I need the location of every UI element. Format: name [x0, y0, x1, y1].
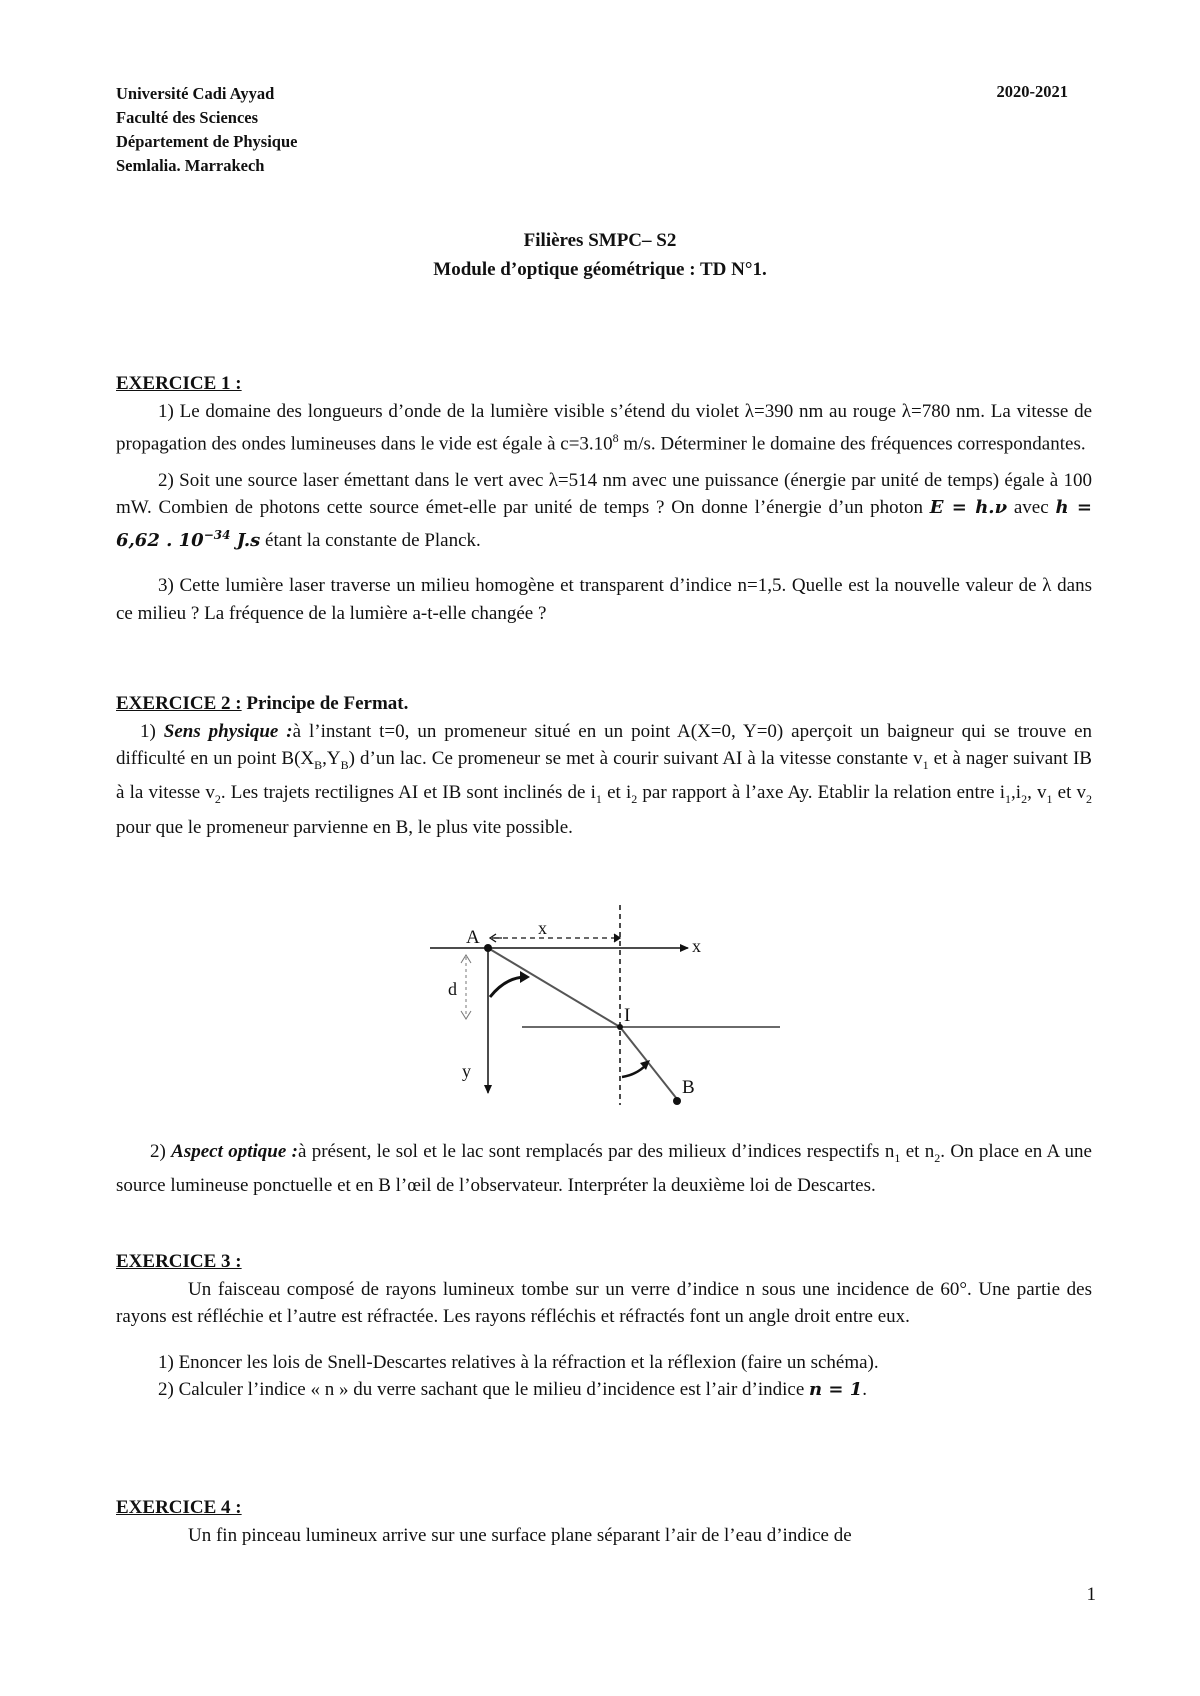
point-b — [673, 1097, 681, 1105]
university-name: Université Cadi Ayyad — [116, 84, 275, 103]
exercise-4-intro: Un fin pinceau lumineux arrive sur une surface plane séparant l’air de l’eau d’indice de — [188, 1524, 852, 1546]
exercise-3-intro: Un faisceau composé de rayons lumineux tombe sur un verre d’indice n sous une incidence de 60°. Une partie des rayons est réfléchie et l’autre est réfractée. Les rayons réfléchis et réfractés font un angle droit entre eux. — [116, 1278, 1092, 1327]
location-name: Semlalia. Marrakech — [116, 156, 265, 175]
label-d: d — [448, 979, 457, 999]
label-x-axis: x — [692, 936, 701, 956]
x-distance-right-arrow-icon — [614, 934, 620, 942]
point-a — [484, 944, 492, 952]
exercise-1-question-1: 1) Le domaine des longueurs d’onde de la lumière visible s’étend du violet λ=390 nm au rouge λ=780 nm. La vitesse de propagation des ondes lumineuses dans le vide est égale à $c=3.10^8$ m/s. Déterminer le domaine des fréquences correspondantes. — [116, 400, 1092, 455]
title-line-2: Module d’optique géométrique : TD N°1. — [433, 259, 767, 280]
exercise-2-question-1: 1) Sens physique :à l’instant t=0, un promeneur situé en un point A(X=0, Y=0) aperçoit un baigneur qui se trouve en difficulté en un point $B(X_B,Y_B)$ d’un lac. Ce promeneur se met à courir suivant AI à la vitesse constante $v_1$ et à nager suivant IB à la vitesse $v_2$. Les trajets rectilignes AI et IB sont inclinés de $i_1$ et $i_2$ par rapport à l’axe Ay. Etablir la relation entre $i_1,i_2$, $v_1$ et $v_2$ pour que le promeneur parvienne en B, le plus vite possible. — [116, 720, 1093, 838]
exercise-2-part-2 — [116, 1138, 1092, 1200]
label-i: I — [624, 1005, 631, 1026]
exercise-3-question-1: 1) Enoncer les lois de Snell-Descartes relatives à la réfraction et la réflexion (faire un schéma). — [158, 1351, 879, 1373]
page-number: 1 — [1086, 1584, 1096, 1605]
exercise-1-question-2: 2) Soit une source laser émettant dans le vert avec λ=514 nm avec une puissance (énergie par unité de temps) égale à 100 mW. Combien de photons cette source émet-elle par unité de temps ? On donne l’énergie d’un photon E = h.ν avec h = 6,62 . $10^{-34}$ J.s étant la constante de Planck. — [116, 469, 1092, 551]
exercise-2-subtitle: Principe de Fermat. — [241, 693, 409, 714]
exercise-2-title: EXERCICE 2 : — [116, 693, 242, 714]
exercise-3-title: EXERCICE 3 : — [116, 1251, 242, 1272]
exercise-2-question-2: 2) Aspect optique :à présent, le sol et le lac sont remplacés par des milieux d’indices respectifs $n_1$ et $n_2$. On place en A une source lumineuse ponctuelle et en B l’œil de l’observateur. Interpréter la deuxième loi de Descartes. — [116, 1141, 1092, 1197]
title-line-1: Filières SMPC– S2 — [523, 230, 677, 251]
faculty-name: Faculté des Sciences — [116, 108, 259, 127]
department-name: Département de Physique — [116, 132, 298, 151]
label-x-distance: x — [538, 918, 547, 938]
exercise-4-title: EXERCICE 4 : — [116, 1497, 242, 1518]
exercise-3 — [116, 1248, 1092, 1404]
academic-year: 2020-2021 — [996, 82, 1068, 101]
institution-header — [116, 82, 297, 178]
label-y: y — [462, 1061, 471, 1081]
planck-constant-formula: h = 6,62 . $10^{-34}$ J.s — [116, 497, 1092, 551]
document-title — [0, 226, 1200, 284]
x-distance-left-arrow-icon — [490, 934, 502, 942]
exercise-3-question-2: 2) Calculer l’indice « n » du verre sachant que le milieu d’incidence est l’air d’indice n = 1. — [158, 1379, 868, 1400]
point-i — [617, 1024, 623, 1030]
exercise-4 — [116, 1494, 1092, 1549]
exercise-1-title: EXERCICE 1 : — [116, 373, 242, 394]
angle-i2-arc — [622, 1065, 646, 1077]
photon-energy-formula: E = h.ν — [929, 497, 1008, 519]
exercise-2 — [116, 690, 1092, 841]
exercise-1-question-3: 3) Cette lumière laser traverse un milieu homogène et transparent d’indice n=1,5. Quelle est la nouvelle valeur de λ dans ce milieu ? La fréquence de la lumière a-t-elle changée ? — [116, 575, 1092, 624]
exercise-1 — [116, 370, 1092, 627]
label-b: B — [682, 1077, 695, 1098]
path-ai — [488, 948, 620, 1027]
fermat-diagram — [430, 905, 790, 1115]
label-a: A — [466, 927, 480, 948]
